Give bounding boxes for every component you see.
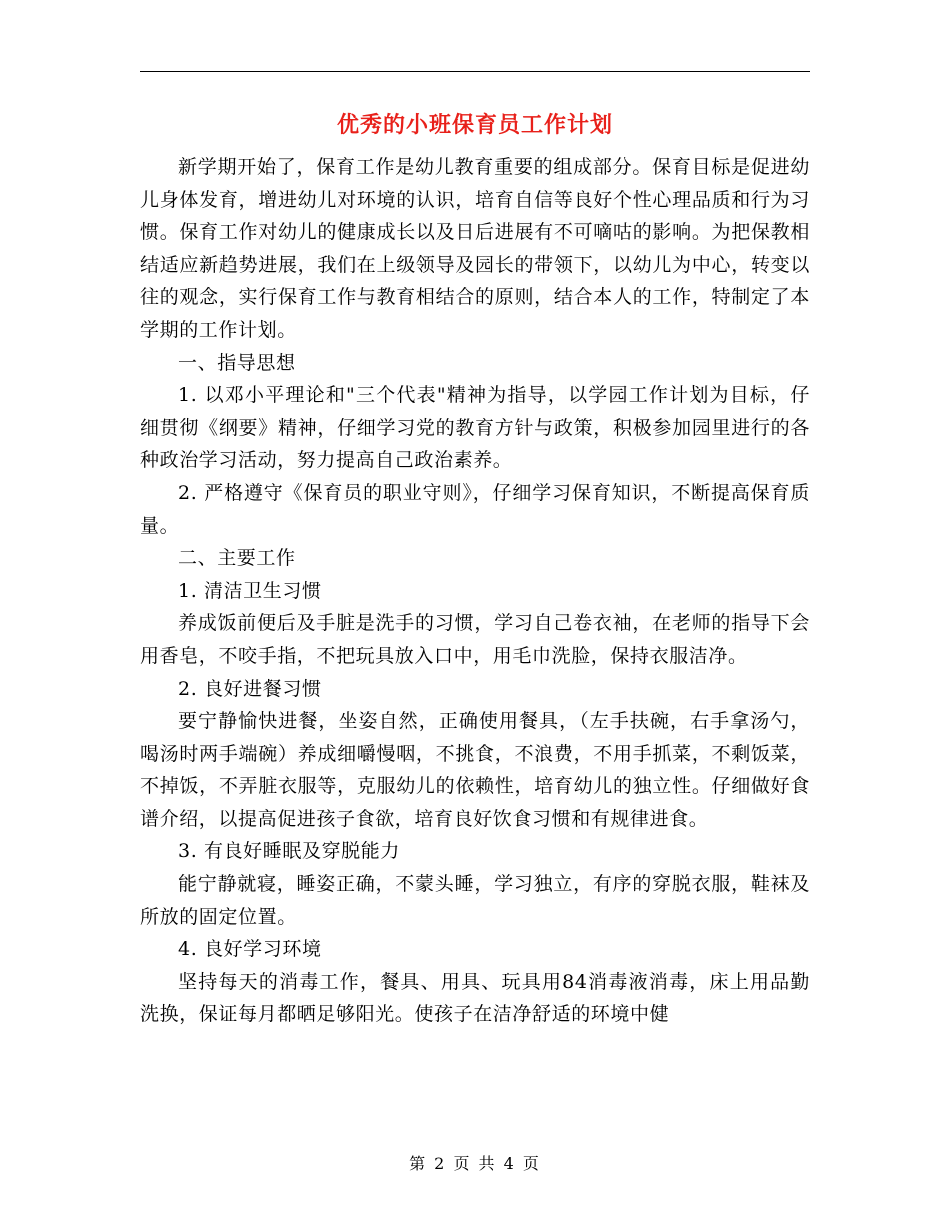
subheading-hygiene-habits: 1. 清洁卫生习惯 — [178, 579, 322, 602]
subheading-learning-environment: 4. 良好学习环境 — [178, 938, 322, 961]
paragraph-eating-habits: 要宁静愉快进餐，坐姿自然，正确使用餐具，（左手扶碗，右手拿汤勺，喝汤时两手端碗）养成细嚼慢咽，不挑食，不浪费，不用手抓菜，不剩饭菜，不掉饭，不弄脏衣服等，克服幼儿的依赖性，培育幼儿的独立性。仔细做好食谱介绍，以提高促进孩子食欲，培育良好饮食习惯和有规律进食。 — [140, 710, 810, 830]
paragraph-guideline-1: 1. 以邓小平理论和"三个代表"精神为指导，以学园工作计划为目标，仔细贯彻《纲要》精神，仔细学习党的教育方针与政策，积极参加园里进行的各种政治学习活动，努力提高自己政治素养。 — [140, 384, 810, 472]
paragraph-intro: 新学期开始了，保育工作是幼儿教育重要的组成部分。保育目标是促进幼儿身体发育，增进幼儿对环境的认识，培育自信等良好个性心理品质和行为习惯。保育工作对幼儿的健康成长以及日后进展有不可嘀咕的影响。为把保教相结适应新趋势进展，我们在上级领导及园长的带领下，以幼儿为中心，转变以往的观念，实行保育工作与教育相结合的原则，结合本人的工作，特制定了本学期的工作计划。 — [140, 156, 810, 341]
paragraph-sleep-dressing: 能宁静就寝，睡姿正确，不蒙头睡，学习独立，有序的穿脱衣服，鞋袜及所放的固定位置。 — [140, 873, 810, 928]
subheading-eating-habits: 2. 良好进餐习惯 — [178, 677, 322, 700]
page-number: 第 2 页 共 4 页 — [409, 1154, 541, 1173]
paragraph-hygiene-habits: 养成饭前便后及手脏是洗手的习惯，学习自己卷衣袖，在老师的指导下会用香皂，不咬手指，不把玩具放入口中，用毛巾洗脸，保持衣服洁净。 — [140, 612, 810, 667]
heading-guiding-ideology: 一、指导思想 — [178, 351, 296, 374]
header-rule — [140, 71, 810, 72]
document-title: 优秀的小班保育员工作计划 — [336, 112, 613, 138]
heading-main-work: 二、主要工作 — [178, 547, 296, 570]
subheading-sleep-dressing: 3. 有良好睡眠及穿脱能力 — [178, 840, 400, 863]
document-body — [140, 151, 810, 1031]
paragraph-learning-environment: 坚持每天的消毒工作，餐具、用具、玩具用84消毒液消毒，床上用品勤洗换，保证每月都晒足够阳光。使孩子在洁净舒适的环境中健 — [140, 970, 810, 1026]
paragraph-guideline-2: 2. 严格遵守《保育员的职业守则》，仔细学习保育知识，不断提高保育质量。 — [140, 481, 810, 537]
